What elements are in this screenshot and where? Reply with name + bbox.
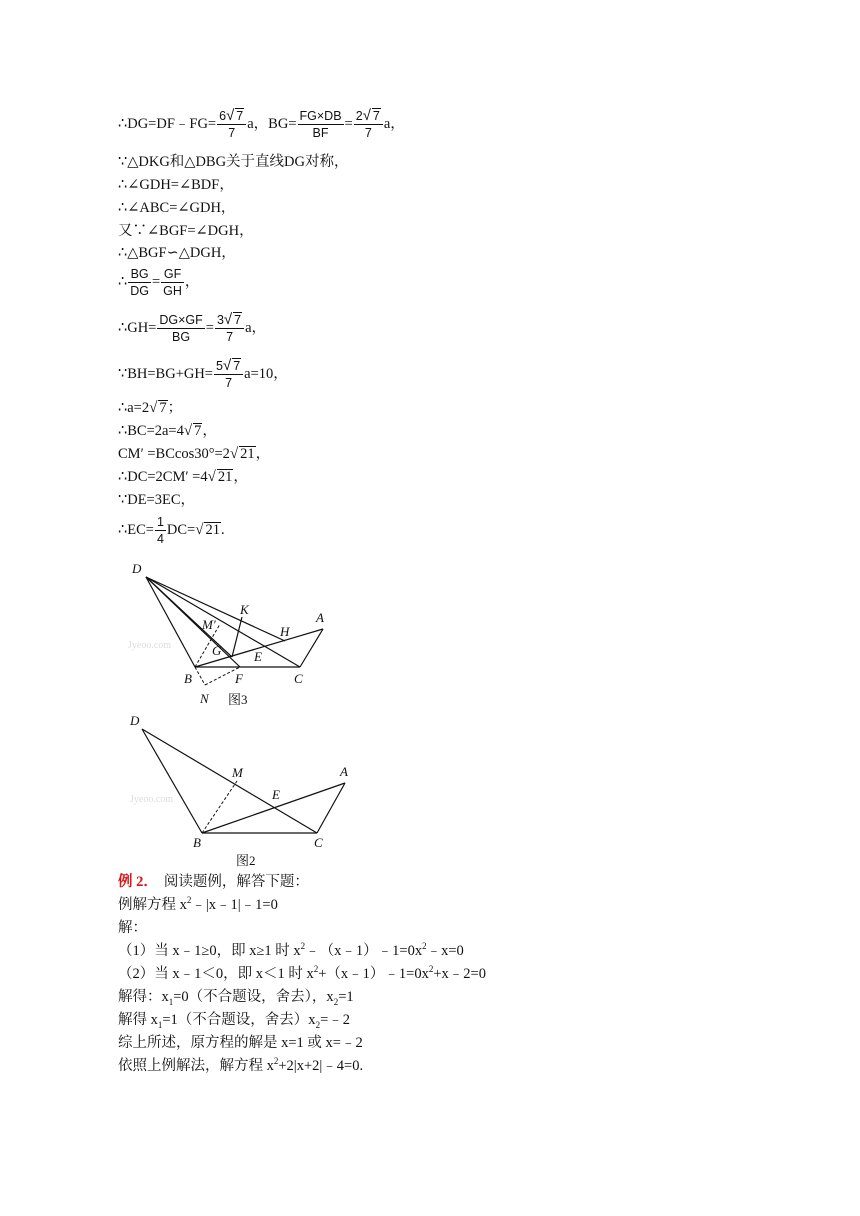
superscript: 2 xyxy=(186,895,192,906)
radicand: 7 xyxy=(194,423,202,439)
text: ﹣x=0 xyxy=(426,943,464,959)
num: 2 xyxy=(355,109,363,123)
radicand: 21 xyxy=(217,469,233,485)
text: a，BG= xyxy=(247,115,297,132)
line-dg-bg xyxy=(118,108,405,141)
fraction xyxy=(128,266,151,299)
line-bc: ∴BC=2a=4√ 7， xyxy=(118,423,217,439)
text: +x﹣2=0 xyxy=(433,966,486,982)
label-d: D xyxy=(132,561,142,576)
text: ∴DC=2CM′ =4 xyxy=(118,469,208,485)
text: ∴GH= xyxy=(118,319,157,336)
solution-2 xyxy=(118,1010,350,1030)
text: = xyxy=(151,273,161,290)
label-c: C xyxy=(314,835,323,850)
radicand: 7 xyxy=(372,109,380,123)
radicand: 21 xyxy=(205,521,220,538)
den: GH xyxy=(163,284,182,298)
text: ， xyxy=(255,446,271,462)
num: 1 xyxy=(156,515,164,529)
den: BG xyxy=(172,330,191,344)
text: ∵BH=BG+GH= xyxy=(118,365,213,382)
label-d: D xyxy=(130,713,140,728)
line-de: ∵DE=3EC， xyxy=(118,492,196,508)
label-m-prime: M′ xyxy=(202,617,216,632)
den: 7 xyxy=(226,330,234,344)
text: a=10， xyxy=(244,365,288,382)
text: = xyxy=(205,319,214,336)
line-cm: CM′ =BCcos30°=2√ 21， xyxy=(118,446,271,462)
text: 依照上例解法，解方程 x xyxy=(118,1058,274,1074)
fraction xyxy=(155,514,166,547)
text: 解得：x xyxy=(118,989,169,1005)
line-symmetric: ∵△DKG和△DBG关于直线DG对称， xyxy=(118,154,349,170)
watermark: Jyeoo.com xyxy=(128,640,172,651)
case-2 xyxy=(118,964,486,984)
den: 7 xyxy=(225,376,233,390)
line-bh xyxy=(118,358,288,391)
text: ﹣（x﹣1）﹣1=0x xyxy=(305,943,423,959)
watermark: Jyeoo.com xyxy=(130,794,174,805)
label-g: G xyxy=(212,643,222,658)
num: 5 xyxy=(216,359,223,373)
line-a: ∴a=2√ 7； xyxy=(118,400,183,416)
text: ； xyxy=(167,400,183,416)
text: =1 xyxy=(338,989,354,1005)
radicand: 21 xyxy=(240,446,255,462)
num: BG xyxy=(128,266,151,283)
line-dc: ∴DC=2CM′ =4√ 21， xyxy=(118,469,248,485)
num: 3 xyxy=(216,313,224,327)
text: +（x﹣1）﹣1=0x xyxy=(318,966,429,982)
text: =﹣2 xyxy=(320,1012,350,1028)
fraction: $\frac{5√ 7}{7}$ xyxy=(214,358,243,391)
subscript: 1 xyxy=(168,996,174,1007)
case-1 xyxy=(118,941,464,961)
radicand: 7 xyxy=(234,313,242,327)
superscript: 2 xyxy=(273,1056,279,1067)
label-n: N xyxy=(200,691,209,706)
label-e: E xyxy=(254,649,262,664)
text: ， xyxy=(233,469,248,485)
text: a， xyxy=(245,319,267,336)
text: . xyxy=(220,521,225,538)
fraction xyxy=(161,266,184,299)
figure-2 xyxy=(120,710,360,870)
label-c: C xyxy=(294,671,303,686)
figure-caption: 图2 xyxy=(236,853,256,868)
fraction: $\frac{2√ 7}{7}$ xyxy=(354,108,383,141)
text: ， xyxy=(184,273,200,290)
text: +2|x+2|﹣4=0. xyxy=(278,1058,364,1074)
text: ∴ xyxy=(118,273,128,290)
subscript: 2 xyxy=(315,1019,321,1030)
fraction: $\frac{6√ 7}{7}$ xyxy=(217,108,246,141)
num: 6 xyxy=(219,109,227,123)
figure-caption: 图3 xyxy=(228,692,248,707)
text: a， xyxy=(383,115,405,132)
text: ∴DG=DF﹣FG= xyxy=(118,115,217,132)
label-b: B xyxy=(193,835,201,850)
example-equation xyxy=(118,895,278,915)
solution-1 xyxy=(118,987,354,1007)
superscript: 2 xyxy=(300,941,306,952)
superscript: 2 xyxy=(428,964,434,975)
line-ec: ∴EC= $\frac{1}{4}$ DC=√ 21. xyxy=(118,515,225,546)
num: DG×GF xyxy=(159,313,203,327)
label-b: B xyxy=(184,671,192,686)
label-k: K xyxy=(240,602,249,617)
text: 解得 x xyxy=(118,1012,158,1028)
den: DG xyxy=(130,284,149,298)
text: =0（不合题设，舍去），x xyxy=(173,989,334,1005)
solution-label: 解： xyxy=(118,920,147,936)
text: DC= xyxy=(166,521,196,538)
text: = xyxy=(344,115,353,132)
radicand: 7 xyxy=(159,400,167,416)
subscript: 1 xyxy=(157,1019,163,1030)
example-intro: 阅读题例，解答下题： xyxy=(163,874,309,890)
den: BF xyxy=(312,126,329,140)
text: ∴a=2 xyxy=(118,400,150,416)
radicand: 7 xyxy=(233,359,241,373)
text: ﹣|x﹣1|﹣1=0 xyxy=(191,897,278,913)
line-similar: ∴△BGF∽△DGH， xyxy=(118,245,236,261)
text: ， xyxy=(202,423,217,439)
den: 7 xyxy=(228,126,236,140)
den: 4 xyxy=(156,532,164,546)
line-angle-bgf: 又∵∠BGF=∠DGH， xyxy=(118,223,254,239)
label-h: H xyxy=(280,624,290,639)
summary: 综上所述，原方程的解是 x=1 或 x=﹣2 xyxy=(118,1035,363,1051)
line-gh xyxy=(118,312,266,345)
label-a: A xyxy=(316,610,324,625)
text: ∴EC= xyxy=(118,521,154,538)
num: GF xyxy=(161,266,184,283)
label-f: F xyxy=(235,671,243,686)
text: （1）当 x﹣1≥0，即 x≥1 时 x xyxy=(118,943,301,959)
fraction: $\frac{3√ 7}{7}$ xyxy=(215,312,244,345)
text: （2）当 x﹣1＜0，即 x＜1 时 x xyxy=(118,966,314,982)
task xyxy=(118,1056,363,1076)
superscript: 2 xyxy=(422,941,427,952)
line-ratio xyxy=(118,266,199,299)
figure-3 xyxy=(120,556,350,711)
subscript: 2 xyxy=(333,996,339,1007)
label-e: E xyxy=(272,787,280,802)
line-angle-gdh: ∴∠GDH=∠BDF， xyxy=(118,177,234,193)
fraction xyxy=(157,312,204,345)
text: =1（不合题设，舍去）x xyxy=(162,1012,316,1028)
example-2-heading xyxy=(118,872,309,892)
text: CM′ =BCcos30°=2 xyxy=(118,446,230,462)
radicand: 7 xyxy=(236,109,244,123)
line-angle-abc: ∴∠ABC=∠GDH， xyxy=(118,200,236,216)
label-a: A xyxy=(340,764,348,779)
text: 例解方程 x xyxy=(118,897,187,913)
label-m: M xyxy=(232,765,243,780)
text: ∴BC=2a=4 xyxy=(118,423,184,439)
den: 7 xyxy=(364,126,372,140)
example-label: 例 2． xyxy=(118,874,158,890)
fraction xyxy=(298,108,344,141)
superscript: 2 xyxy=(313,964,319,975)
num: FG×DB xyxy=(299,109,342,123)
